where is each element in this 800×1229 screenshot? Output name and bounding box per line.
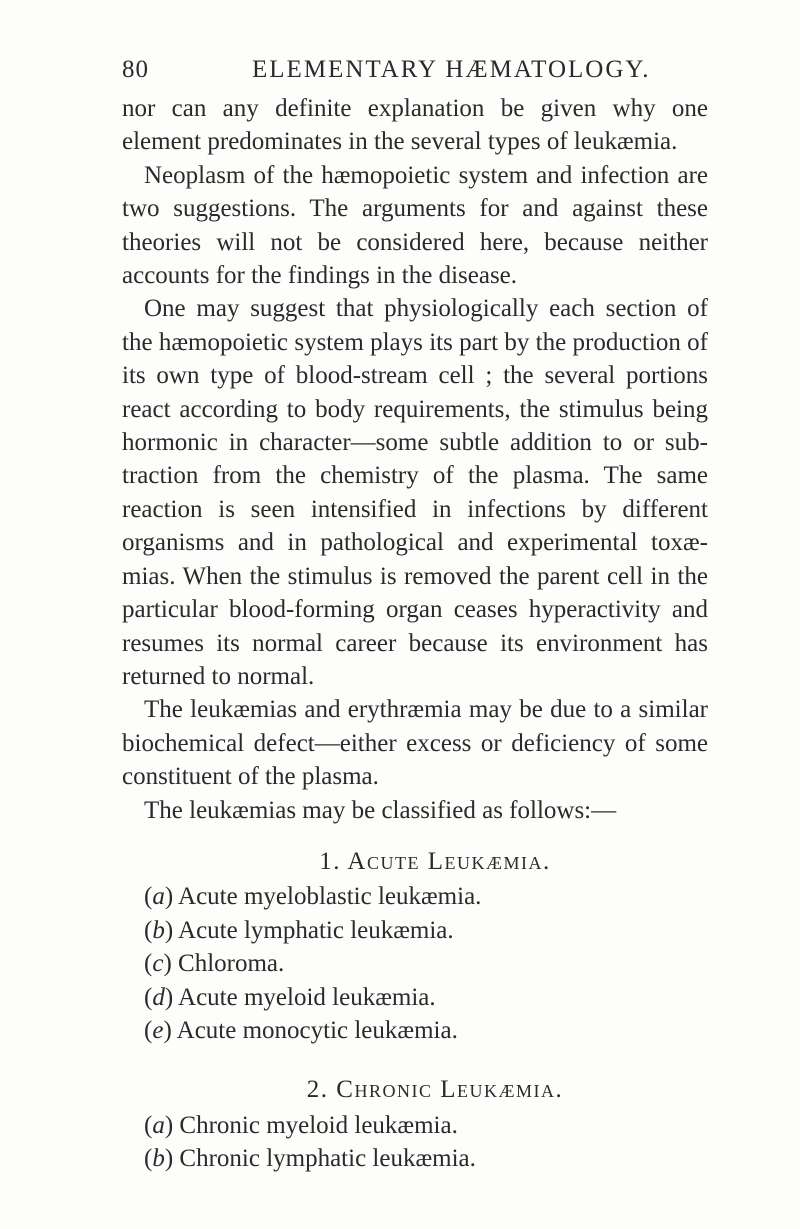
item-letter: c xyxy=(152,950,164,978)
item-text: Acute monocytic leukæmia. xyxy=(176,1016,458,1044)
list-item: (d) Acute myeloid leukæmia. xyxy=(144,983,436,1011)
item-text: Acute myeloblastic leukæmia. xyxy=(178,883,482,911)
item-letter: a xyxy=(152,883,165,911)
classification-list xyxy=(122,880,708,1047)
item-letter: a xyxy=(152,1111,165,1139)
list-item: (e) Acute monocytic leukæmia. xyxy=(144,1016,458,1044)
item-text: Acute myeloid leukæmia. xyxy=(178,983,436,1011)
classification-list xyxy=(122,1109,708,1176)
paragraph: The leukæmias may be classified as follows:— xyxy=(144,796,617,824)
item-letter: e xyxy=(152,1016,164,1044)
body-text xyxy=(122,92,708,1176)
item-text: Acute lymphatic leukæmia. xyxy=(178,916,454,944)
running-header xyxy=(122,56,702,84)
list-item: (b) Acute lymphatic leukæmia. xyxy=(144,916,454,944)
list-item: (a) Chronic myeloid leukæmia. xyxy=(144,1111,458,1139)
list-item: (a) Acute myeloblastic leukæmia. xyxy=(144,883,482,911)
item-text: Chloroma. xyxy=(178,950,285,978)
paragraph: nor can any definite explanation be given why one element predominates in the several types of leukæmia. xyxy=(122,95,708,156)
list-item: (b) Chronic lymphatic leukæmia. xyxy=(144,1145,476,1173)
section-heading: 2. Chronic Leukæmia. xyxy=(306,1076,564,1104)
paragraph: The leukæmias and erythræmia may be due to a similar biochemical defect—either excess or deficiency of some constituent of the plasma. xyxy=(122,696,708,791)
paragraph: One may suggest that physiologically each section of the hæmopoietic system plays its part by the production of its own type of blood-stream cell ; the several portions react according to body requirements, the stimulus being hormonic in character—some subtle addition to or subtraction from the chemistry of the plasma. The same reaction is seen intensified in infections by different organisms and in pathological and experimental toxæmias. When the stimulus is removed the parent cell in the particular blood-forming organ ceases hyperactivity and resumes its normal career because its environment has returned to normal. xyxy=(122,295,708,690)
item-letter: b xyxy=(152,916,165,944)
item-letter: b xyxy=(152,1145,165,1173)
item-text: Chronic lymphatic leukæmia. xyxy=(179,1145,476,1173)
section-heading: 1. Acute Leukæmia. xyxy=(319,847,551,875)
page-number: 80 xyxy=(122,56,149,83)
item-letter: d xyxy=(152,983,165,1011)
list-item: (c) Chloroma. xyxy=(144,950,285,978)
item-text: Chronic myeloid leukæmia. xyxy=(179,1111,458,1139)
paragraph: Neoplasm of the hæmopoietic system and infection are two suggestions. The arguments for and against these theories will not be considered here, because neither accounts for the findings in the disease. xyxy=(122,161,708,290)
running-title: ELEMENTARY HÆMATOLOGY. xyxy=(252,56,651,83)
